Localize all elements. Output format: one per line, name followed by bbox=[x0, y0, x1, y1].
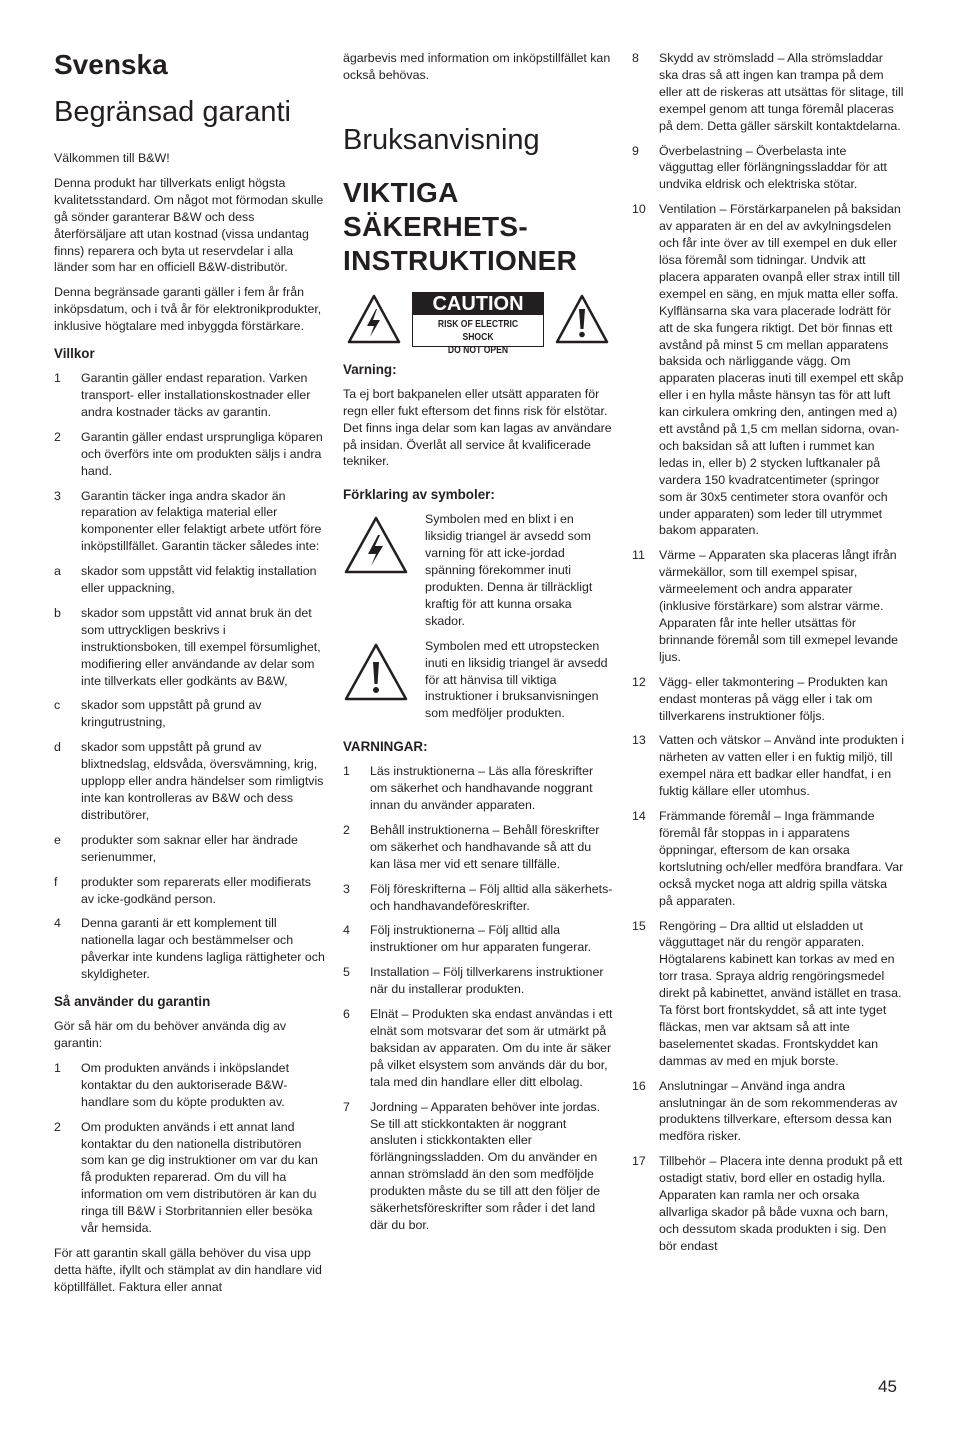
list-item-text: Anslutningar – Använd inga andra anslutningar än de som rekommenderas av produktens tillverkare, eftersom dessa kan medföra risker. bbox=[659, 1078, 898, 1144]
caution-line: DO NOT OPEN bbox=[447, 344, 509, 356]
warranty-duration: Denna begränsade garanti gäller i fem år från inköpsdatum, och i två år för elektronikprodukter, inklusive högtalare med inbyggda förstärkare. bbox=[54, 285, 322, 334]
manual-title: Bruksanvisning bbox=[343, 123, 540, 156]
list-item bbox=[54, 1119, 326, 1237]
list-item-number: 11 bbox=[632, 548, 645, 563]
safety-heading-line: INSTRUKTIONER bbox=[343, 244, 578, 276]
usage-list bbox=[54, 1060, 326, 1237]
usage-heading: Så använder du garantin bbox=[54, 994, 211, 1010]
list-item bbox=[632, 674, 904, 725]
list-item-text: Tillbehör – Placera inte denna produkt på ett ostadigt stativ, bord eller en ostadig hylla. Apparaten kan ramla ner och orsaka allvarliga skador på både vuxna och barn, och dessutom skada produkten i sig. Den bör endast bbox=[659, 1154, 903, 1253]
list-item-text: Värme – Apparaten ska placeras långt ifrån värmekällor, som till exempel spisar, värmeelement och andra apparater (inklusive förstärkare) som alstrar värme. Apparaten får inte heller utsättas för brinnande föremål som till exmepel levande ljus. bbox=[659, 548, 898, 664]
list-item bbox=[54, 563, 326, 597]
safety-heading-line: SÄKERHETS- bbox=[343, 210, 529, 242]
column-warranty bbox=[54, 46, 326, 1304]
list-item bbox=[632, 50, 904, 135]
list-item-number: 6 bbox=[343, 1007, 350, 1022]
list-item bbox=[632, 547, 904, 665]
caution-subtext bbox=[422, 315, 534, 357]
warnings-list bbox=[343, 763, 613, 1234]
list-item-number: 8 bbox=[632, 51, 639, 65]
list-item-number: 2 bbox=[54, 429, 61, 444]
welcome-text: Välkommen till B&W! bbox=[54, 151, 170, 165]
list-item-text: Vägg- eller takmontering – Produkten kan endast monteras på vägg eller i tak om tillverkarens instruktioner följs. bbox=[659, 674, 888, 723]
list-item bbox=[632, 1153, 904, 1254]
list-item bbox=[54, 739, 326, 824]
list-item bbox=[343, 881, 613, 915]
list-item-number: 17 bbox=[632, 1154, 646, 1169]
list-item-number: 5 bbox=[343, 965, 350, 980]
caution-line: RISK OF ELECTRIC SHOCK bbox=[437, 318, 519, 343]
list-item-number: 4 bbox=[54, 916, 61, 931]
list-item-text: skador som uppstått på grund av blixtnedslag, eldsvåda, översvämning, krig, upplopp eller andra händelser som rimligtvis inte kan kontrolleras av B&W och dess distributörer, bbox=[81, 740, 324, 822]
caution-text: CAUTION bbox=[413, 293, 543, 315]
list-item bbox=[54, 605, 326, 690]
column-warnings-continued bbox=[632, 50, 904, 1263]
caution-box bbox=[412, 292, 544, 356]
list-item-text: Ventilation – Förstärkarpanelen på baksidan av apparaten är en del av avkylningsdelen och får inte över av till exempel en duk eller lösa föremål som tidningar. Undvik att placera apparaten ovanpå eller strax intill till exempel en säng, en mjuk matta eller soffa. Kylflänsarna ska vara placerade lodrätt för att de ska fungera riktigt. Det bör finnas ett avstånd på minst 5 cm mellan apparatens baksida och närliggande vägg. Om apparaten placeras inuti till exempel ett skåp eller i en hylla måste hänsyn tas för att luft kan cirkulera omkring den, antingen med a) ett avstånd på 1,5 cm mellan sidorna, ovan- och baksidan så att luften i rummet kan ledas in, eller b) 2 stycken luftkanaler på vardera 150 kvadratcentimeter (springor som är 30x5 centimeter stora ovanför och under apparaten) som leder till utrymmet bakom apparaten. bbox=[659, 202, 904, 538]
list-item bbox=[54, 1060, 326, 1111]
list-item-text: Garantin gäller endast reparation. Varken transport- eller installationskostnader eller andra kostnader täcks av garantin. bbox=[81, 371, 311, 419]
list-item bbox=[54, 832, 326, 866]
page-number: 45 bbox=[878, 1377, 897, 1396]
list-item-text: Elnät – Produkten ska endast användas i ett elnät som motsvarar det som är utmärkt på baksidan av apparaten. Om du inte är säker på vilket elsystem som används där du bor, tala med din handlare eller ditt elbolag. bbox=[370, 1007, 613, 1089]
list-item-number: 2 bbox=[54, 1119, 61, 1134]
list-item-number: 4 bbox=[343, 923, 350, 938]
list-item bbox=[343, 964, 613, 998]
list-item-number: a bbox=[54, 564, 61, 579]
list-item bbox=[632, 918, 904, 1070]
list-item-number: 16 bbox=[632, 1078, 646, 1093]
language-heading: Svenska bbox=[54, 49, 168, 80]
list-item bbox=[343, 1099, 613, 1234]
list-item-number: 1 bbox=[54, 371, 61, 386]
list-item-text: Om produkten används i inköpslandet kontaktar du den auktoriserade B&W-handlare som du köpte produkten av. bbox=[81, 1060, 290, 1109]
list-item bbox=[54, 915, 326, 983]
conditions-heading: Villkor bbox=[54, 346, 95, 362]
list-item-text: Skydd av strömsladd – Alla strömsladdar ska dras så att ingen kan trampa på dem eller att de riskeras att utsättas för slitage, till exempel genom att tunga föremål placeras på dem. Detta gäller särskilt kontaktdelarna. bbox=[659, 51, 904, 133]
list-item bbox=[343, 1006, 613, 1091]
list-item-number: d bbox=[54, 740, 61, 755]
list-item bbox=[632, 1078, 904, 1146]
list-item-number: 3 bbox=[54, 488, 61, 503]
warnings-heading: VARNINGAR: bbox=[343, 739, 428, 755]
list-item-number: e bbox=[54, 832, 61, 847]
lightning-warning-icon bbox=[346, 293, 402, 345]
list-item-number: 12 bbox=[632, 674, 646, 689]
list-item bbox=[632, 201, 904, 539]
list-item-text: Vatten och vätskor – Använd inte produkten i närheten av vatten eller i en fuktig miljö, till exempel nära ett badkar eller handfat, i en fuktig källare eller utomhus. bbox=[659, 733, 904, 799]
list-item-number: 9 bbox=[632, 143, 639, 158]
list-item bbox=[54, 874, 326, 908]
list-item-text: skador som uppstått vid annat bruk än det som uttryckligen beskrivs i instruktionsboken, till exempel försumlighet, modifiering eller användande av delar som inte tillverkats eller godkänts av B&W, bbox=[81, 605, 321, 688]
conditions-list bbox=[54, 370, 326, 983]
list-item bbox=[54, 429, 326, 480]
list-item bbox=[343, 822, 613, 873]
list-item-text: Behåll instruktionerna – Behåll föreskrifter om säkerhet och handhavande så att du kan läsa mer vid ett senare tillfälle. bbox=[370, 822, 600, 871]
list-item-text: Om produkten används i ett annat land kontaktar du den nationella distributören som kan ge dig instruktioner om var du kan få produkten reparerad. Om du vill ha information om vem distributören är kan du ringa till B&W i Storbritannien eller besöka vår hemsida. bbox=[81, 1119, 318, 1236]
list-item-number: f bbox=[54, 874, 58, 889]
list-item-text: Garantin gäller endast ursprungliga köparen och överförs inte om produkten säljs i andra hand. bbox=[81, 429, 323, 478]
warranty-proof-text: För att garantin skall gälla behöver du visa upp detta häfte, ifyllt och stämplat av din handlare vid köptillfället. Faktura eller annat bbox=[54, 1245, 322, 1294]
list-item-number: c bbox=[54, 698, 61, 713]
list-item-number: 7 bbox=[343, 1099, 350, 1114]
list-item-number: 13 bbox=[632, 733, 646, 748]
symbol-text: Symbolen med en blixt i en liksidig triangel är avsedd som varning för att icke-jordad spänning förekommer inuti produkten. Denna är tillräckligt kraftig för att kunna orsaka skador. bbox=[425, 512, 593, 628]
exclamation-warning-icon bbox=[554, 293, 610, 345]
list-item-text: Följ instruktionerna – Följ alltid alla instruktioner om hur apparaten fungerar. bbox=[370, 923, 592, 955]
symbols-heading: Förklaring av symboler: bbox=[343, 487, 495, 503]
list-item bbox=[54, 370, 326, 421]
list-item-text: Rengöring – Dra alltid ut elsladden ut vägguttaget när du rengör apparaten. Högtalarens kabinett kan torkas av med en torr trasa. Spraya aldrig rengöringsmedel direkt på kabinettet, använd istället en trasa. Ta först bort frontskyddet, så att inte tyget fläckas, men var aktsam så att inte baselementet skadas. Frontskyddet kan dammas av med en mjuk borste. bbox=[659, 918, 902, 1068]
symbol-explanation bbox=[343, 511, 613, 629]
list-item bbox=[632, 143, 904, 194]
safety-heading bbox=[343, 176, 613, 278]
caution-label bbox=[346, 292, 613, 356]
warnings-list-continued bbox=[632, 50, 904, 1255]
list-item-number: 3 bbox=[343, 881, 350, 896]
list-item bbox=[343, 763, 613, 814]
lightning-triangle-icon bbox=[343, 515, 409, 575]
list-item-number: 15 bbox=[632, 918, 646, 933]
warranty-intro: Denna produkt har tillverkats enligt högsta kvalitetsstandard. Om något mot förmodan skulle gå sönder garanterar B&W och dess återförsäljare att utan kostnad (vissa undantag finns) reparera och byta ut reservdelar i alla länder som har en officiell B&W-distributör. bbox=[54, 175, 324, 275]
continued-text: ägarbevis med information om inköpstillfället kan också behövas. bbox=[343, 51, 611, 82]
list-item-number: 1 bbox=[54, 1060, 61, 1075]
list-item-text: Överbelastning – Överbelasta inte vägguttag eller förlängningssladdar för att undvika eldrisk och elektriska stötar. bbox=[659, 143, 887, 192]
list-item bbox=[343, 922, 613, 956]
list-item-number: 1 bbox=[343, 764, 350, 779]
list-item-number: 10 bbox=[632, 202, 646, 217]
list-item-text: Jordning – Apparaten behöver inte jordas. Se till att stickkontakten är noggrant ansluten i stickkontakten eller förlängningssladden. Om du använder en annan strömsladd än den som medföljde produkten måste du se till att den följer de säkerhetsföreskrifter som råder i det land där du bor. bbox=[370, 1099, 601, 1232]
list-item-text: produkter som saknar eller har ändrade serienummer, bbox=[81, 832, 298, 864]
exclamation-triangle-icon bbox=[343, 642, 409, 702]
list-item-text: Följ föreskrifterna – Följ alltid alla säkerhets- och handhavandeföreskrifter. bbox=[370, 881, 613, 913]
list-item-text: Denna garanti är ett komplement till nationella lagar och bestämmelser och påverkar inte kundens lagliga rättigheter och skyldigheter. bbox=[81, 916, 325, 982]
list-item-text: Garantin täcker inga andra skador än reparation av felaktiga material eller komponenter eller felaktigt arbete utfört före inköpstillfället. Garantin täcker således inte: bbox=[81, 488, 322, 554]
warranty-title: Begränsad garanti bbox=[54, 96, 291, 128]
safety-heading-line: VIKTIGA bbox=[343, 176, 459, 208]
list-item-text: Främmande föremål – Inga främmande föremål får stoppas in i apparatens öppningar, eftersom de kan orsaka kortslutning och/eller medföra brandfara. Var också mycket noga att aldrig spilla vätska på apparaten. bbox=[659, 809, 904, 908]
warning-text: Ta ej bort bakpanelen eller utsätt apparaten för regn eller fukt eftersom det finns risk för elstötar. Det finns inga delar som kan lagas av användare på insidan. Överlåt all service åt kvalificerade tekniker. bbox=[343, 386, 612, 469]
list-item-text: produkter som reparerats eller modifierats av icke-godkänd person. bbox=[81, 874, 312, 906]
symbol-explanation bbox=[343, 638, 613, 723]
list-item-number: b bbox=[54, 605, 61, 620]
list-item-text: skador som uppstått på grund av kringutrustning, bbox=[81, 698, 262, 730]
warning-heading: Varning: bbox=[343, 361, 397, 377]
list-item bbox=[632, 732, 904, 800]
list-item-number: 14 bbox=[632, 809, 646, 824]
symbol-text: Symbolen med ett utropstecken inuti en liksidig triangel är avsedd för att hänvisa till viktiga instruktioner i bruksanvisningen som medföljer produkten. bbox=[425, 638, 608, 721]
list-item-text: Installation – Följ tillverkarens instruktioner när du installerar produkten. bbox=[370, 965, 604, 997]
list-item-text: skador som uppstått vid felaktig installation eller uppackning, bbox=[81, 564, 317, 596]
list-item bbox=[54, 697, 326, 731]
list-item-number: 2 bbox=[343, 822, 350, 837]
list-item bbox=[632, 808, 904, 909]
column-instructions bbox=[343, 50, 613, 1242]
list-item bbox=[54, 488, 326, 556]
usage-intro: Gör så här om du behöver använda dig av garantin: bbox=[54, 1019, 287, 1050]
list-item-text: Läs instruktionerna – Läs alla föreskrifter om säkerhet och handhavande noggrant innan du använder apparaten. bbox=[370, 764, 594, 813]
